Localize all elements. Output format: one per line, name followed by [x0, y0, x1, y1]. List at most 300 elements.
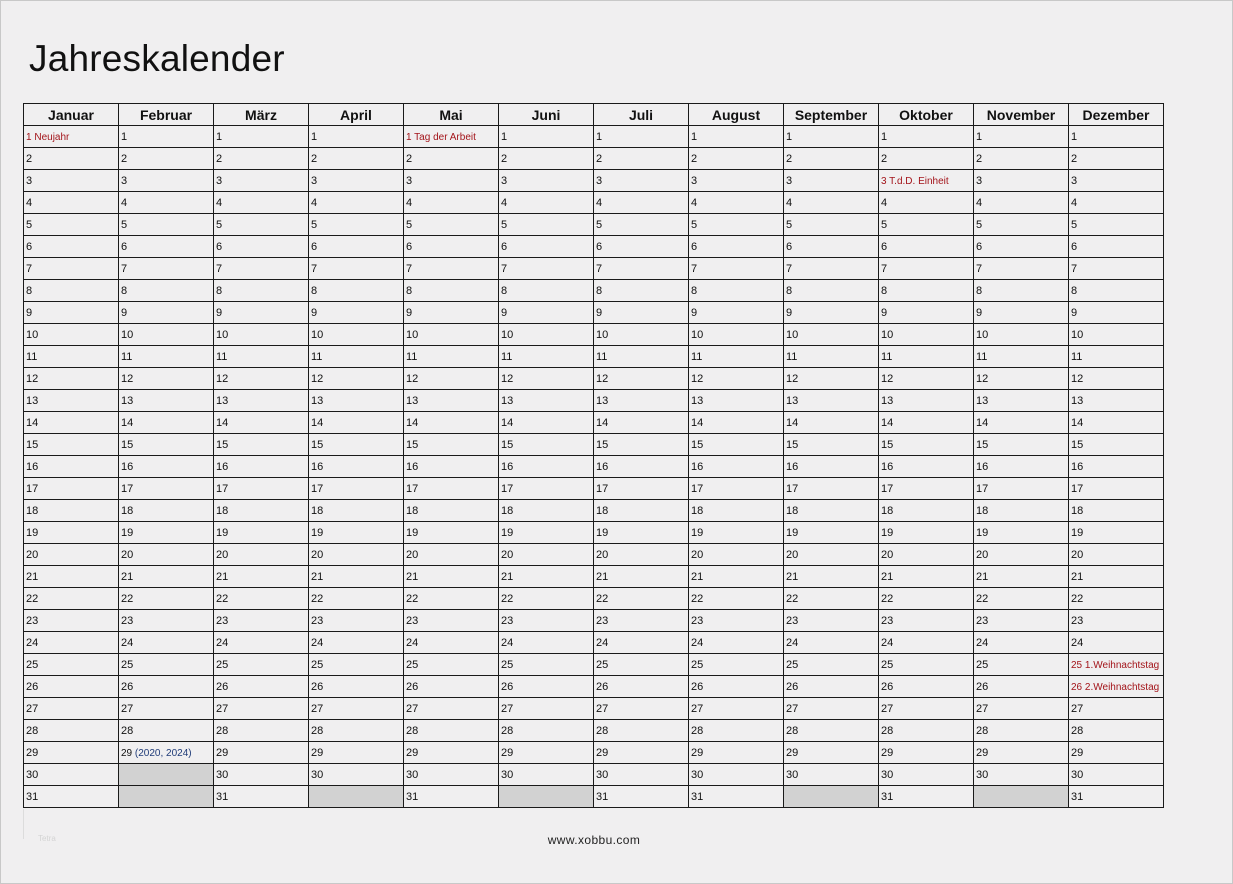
- day-cell[interactable]: [404, 324, 499, 346]
- day-cell[interactable]: [214, 764, 309, 786]
- day-cell[interactable]: [119, 544, 214, 566]
- day-cell[interactable]: [974, 742, 1069, 764]
- day-cell[interactable]: [689, 478, 784, 500]
- day-cell[interactable]: [594, 764, 689, 786]
- day-cell[interactable]: [784, 280, 879, 302]
- day-cell[interactable]: [119, 632, 214, 654]
- day-cell[interactable]: [404, 786, 499, 808]
- day-cell[interactable]: [1069, 588, 1164, 610]
- day-cell[interactable]: [784, 126, 879, 148]
- day-cell[interactable]: [784, 654, 879, 676]
- day-cell[interactable]: [879, 258, 974, 280]
- day-cell[interactable]: [689, 346, 784, 368]
- day-cell[interactable]: [1069, 478, 1164, 500]
- day-cell[interactable]: [594, 170, 689, 192]
- day-cell[interactable]: [1069, 676, 1164, 698]
- day-cell[interactable]: [689, 522, 784, 544]
- day-cell[interactable]: [499, 522, 594, 544]
- day-cell[interactable]: [1069, 544, 1164, 566]
- day-cell[interactable]: [879, 148, 974, 170]
- day-cell[interactable]: [214, 698, 309, 720]
- day-cell[interactable]: [689, 324, 784, 346]
- day-cell[interactable]: [594, 588, 689, 610]
- day-cell[interactable]: [119, 302, 214, 324]
- day-cell[interactable]: [499, 324, 594, 346]
- day-cell[interactable]: [404, 632, 499, 654]
- day-cell[interactable]: [1069, 214, 1164, 236]
- day-cell[interactable]: [689, 368, 784, 390]
- day-cell[interactable]: [1069, 632, 1164, 654]
- day-cell[interactable]: [594, 456, 689, 478]
- day-cell[interactable]: [24, 522, 119, 544]
- day-cell[interactable]: [1069, 434, 1164, 456]
- day-cell[interactable]: [974, 434, 1069, 456]
- day-cell[interactable]: [309, 764, 404, 786]
- day-cell[interactable]: [119, 236, 214, 258]
- day-cell[interactable]: [214, 148, 309, 170]
- day-cell[interactable]: [404, 434, 499, 456]
- day-cell[interactable]: [974, 368, 1069, 390]
- day-cell[interactable]: [309, 302, 404, 324]
- day-cell[interactable]: [214, 302, 309, 324]
- day-cell[interactable]: [119, 478, 214, 500]
- day-cell[interactable]: [404, 368, 499, 390]
- day-cell[interactable]: [784, 720, 879, 742]
- day-cell[interactable]: [784, 236, 879, 258]
- day-cell[interactable]: [1069, 522, 1164, 544]
- day-cell[interactable]: [404, 588, 499, 610]
- day-cell[interactable]: [689, 214, 784, 236]
- day-cell[interactable]: [784, 192, 879, 214]
- day-cell[interactable]: [404, 676, 499, 698]
- day-cell[interactable]: [119, 126, 214, 148]
- day-cell[interactable]: [119, 170, 214, 192]
- day-cell[interactable]: [119, 434, 214, 456]
- day-cell[interactable]: [499, 742, 594, 764]
- day-cell[interactable]: [119, 654, 214, 676]
- day-cell[interactable]: [24, 698, 119, 720]
- day-cell[interactable]: [879, 434, 974, 456]
- day-cell[interactable]: [594, 192, 689, 214]
- day-cell[interactable]: [24, 566, 119, 588]
- day-cell[interactable]: [499, 764, 594, 786]
- day-cell[interactable]: [974, 588, 1069, 610]
- day-cell[interactable]: [689, 676, 784, 698]
- day-cell[interactable]: [119, 258, 214, 280]
- day-cell[interactable]: [689, 720, 784, 742]
- day-cell[interactable]: [309, 654, 404, 676]
- day-cell[interactable]: [784, 324, 879, 346]
- day-cell[interactable]: [404, 390, 499, 412]
- day-cell[interactable]: [879, 368, 974, 390]
- day-cell[interactable]: [404, 456, 499, 478]
- day-cell[interactable]: [404, 522, 499, 544]
- day-cell[interactable]: [404, 302, 499, 324]
- day-cell[interactable]: [214, 588, 309, 610]
- day-cell[interactable]: [1069, 456, 1164, 478]
- day-cell[interactable]: [404, 720, 499, 742]
- day-cell[interactable]: [309, 500, 404, 522]
- day-cell[interactable]: [499, 236, 594, 258]
- day-cell[interactable]: [1069, 500, 1164, 522]
- day-cell[interactable]: [1069, 390, 1164, 412]
- day-cell[interactable]: [784, 698, 879, 720]
- day-cell[interactable]: [309, 698, 404, 720]
- day-cell[interactable]: [784, 500, 879, 522]
- day-cell[interactable]: [119, 456, 214, 478]
- day-cell[interactable]: [119, 742, 214, 764]
- day-cell[interactable]: [974, 544, 1069, 566]
- day-cell[interactable]: [689, 544, 784, 566]
- day-cell[interactable]: [689, 126, 784, 148]
- day-cell[interactable]: [24, 236, 119, 258]
- day-cell[interactable]: [214, 742, 309, 764]
- day-cell[interactable]: [784, 148, 879, 170]
- day-cell[interactable]: [594, 610, 689, 632]
- day-cell[interactable]: [594, 434, 689, 456]
- day-cell[interactable]: [499, 412, 594, 434]
- day-cell[interactable]: [24, 742, 119, 764]
- day-cell[interactable]: [499, 478, 594, 500]
- day-cell[interactable]: [879, 786, 974, 808]
- day-cell[interactable]: [879, 522, 974, 544]
- day-cell[interactable]: [879, 478, 974, 500]
- day-cell[interactable]: [974, 566, 1069, 588]
- day-cell[interactable]: [879, 390, 974, 412]
- day-cell[interactable]: [689, 632, 784, 654]
- day-cell[interactable]: [784, 478, 879, 500]
- day-cell[interactable]: [879, 412, 974, 434]
- day-cell[interactable]: [689, 148, 784, 170]
- day-cell[interactable]: [974, 478, 1069, 500]
- day-cell[interactable]: [879, 588, 974, 610]
- day-cell[interactable]: [404, 610, 499, 632]
- day-cell[interactable]: [24, 412, 119, 434]
- day-cell[interactable]: [214, 434, 309, 456]
- day-cell[interactable]: [404, 192, 499, 214]
- day-cell[interactable]: [499, 588, 594, 610]
- day-cell[interactable]: [879, 720, 974, 742]
- day-cell[interactable]: [1069, 742, 1164, 764]
- day-cell[interactable]: [974, 346, 1069, 368]
- day-cell[interactable]: [404, 412, 499, 434]
- day-cell[interactable]: [404, 566, 499, 588]
- day-cell[interactable]: [1069, 148, 1164, 170]
- day-cell[interactable]: [784, 368, 879, 390]
- day-cell[interactable]: [309, 522, 404, 544]
- day-cell[interactable]: [309, 368, 404, 390]
- day-cell[interactable]: [24, 786, 119, 808]
- day-cell[interactable]: [1069, 412, 1164, 434]
- day-cell[interactable]: [499, 258, 594, 280]
- day-cell[interactable]: [594, 258, 689, 280]
- day-cell[interactable]: [309, 478, 404, 500]
- day-cell[interactable]: [594, 786, 689, 808]
- day-cell[interactable]: [879, 676, 974, 698]
- day-cell[interactable]: [214, 346, 309, 368]
- day-cell[interactable]: [784, 588, 879, 610]
- day-cell[interactable]: [309, 214, 404, 236]
- day-cell[interactable]: [784, 456, 879, 478]
- day-cell[interactable]: [214, 280, 309, 302]
- day-cell[interactable]: [309, 390, 404, 412]
- day-cell[interactable]: [214, 786, 309, 808]
- day-cell[interactable]: [784, 522, 879, 544]
- day-cell[interactable]: [1069, 192, 1164, 214]
- day-cell[interactable]: [784, 258, 879, 280]
- day-cell[interactable]: [119, 522, 214, 544]
- day-cell[interactable]: [594, 412, 689, 434]
- day-cell[interactable]: [24, 324, 119, 346]
- day-cell[interactable]: [499, 676, 594, 698]
- day-cell[interactable]: [119, 610, 214, 632]
- day-cell[interactable]: [404, 698, 499, 720]
- day-cell[interactable]: [119, 698, 214, 720]
- day-cell[interactable]: [309, 192, 404, 214]
- day-cell[interactable]: [499, 500, 594, 522]
- day-cell[interactable]: [309, 566, 404, 588]
- day-cell[interactable]: [24, 434, 119, 456]
- day-cell[interactable]: [879, 126, 974, 148]
- day-cell[interactable]: [879, 698, 974, 720]
- day-cell[interactable]: [1069, 280, 1164, 302]
- day-cell[interactable]: [1069, 258, 1164, 280]
- day-cell[interactable]: [974, 148, 1069, 170]
- day-cell[interactable]: [974, 500, 1069, 522]
- day-cell[interactable]: [404, 214, 499, 236]
- day-cell[interactable]: [309, 544, 404, 566]
- day-cell[interactable]: [879, 324, 974, 346]
- day-cell[interactable]: [594, 500, 689, 522]
- day-cell[interactable]: [24, 302, 119, 324]
- day-cell[interactable]: [594, 654, 689, 676]
- day-cell[interactable]: [214, 522, 309, 544]
- day-cell[interactable]: [689, 302, 784, 324]
- day-cell[interactable]: [974, 632, 1069, 654]
- day-cell[interactable]: [24, 720, 119, 742]
- day-cell[interactable]: [879, 566, 974, 588]
- day-cell[interactable]: [499, 720, 594, 742]
- day-cell[interactable]: [879, 610, 974, 632]
- day-cell[interactable]: [879, 742, 974, 764]
- day-cell[interactable]: [879, 192, 974, 214]
- day-cell[interactable]: [404, 544, 499, 566]
- day-cell[interactable]: [499, 698, 594, 720]
- day-cell[interactable]: [594, 368, 689, 390]
- day-cell[interactable]: [24, 588, 119, 610]
- day-cell[interactable]: [214, 324, 309, 346]
- day-cell[interactable]: [499, 434, 594, 456]
- day-cell[interactable]: [879, 214, 974, 236]
- day-cell[interactable]: [24, 214, 119, 236]
- day-cell[interactable]: [974, 192, 1069, 214]
- day-cell[interactable]: [309, 742, 404, 764]
- day-cell[interactable]: [974, 698, 1069, 720]
- day-cell[interactable]: [499, 544, 594, 566]
- day-cell[interactable]: [784, 434, 879, 456]
- day-cell[interactable]: [24, 390, 119, 412]
- day-cell[interactable]: [309, 258, 404, 280]
- day-cell[interactable]: [689, 764, 784, 786]
- day-cell[interactable]: [974, 258, 1069, 280]
- day-cell[interactable]: [689, 610, 784, 632]
- day-cell[interactable]: [594, 742, 689, 764]
- day-cell[interactable]: [214, 390, 309, 412]
- day-cell[interactable]: [404, 280, 499, 302]
- day-cell[interactable]: [119, 720, 214, 742]
- day-cell[interactable]: [689, 390, 784, 412]
- day-cell[interactable]: [499, 566, 594, 588]
- day-cell[interactable]: [214, 610, 309, 632]
- day-cell[interactable]: [879, 236, 974, 258]
- day-cell[interactable]: [594, 126, 689, 148]
- day-cell[interactable]: [974, 126, 1069, 148]
- day-cell[interactable]: [689, 456, 784, 478]
- day-cell[interactable]: [214, 170, 309, 192]
- day-cell[interactable]: [879, 346, 974, 368]
- day-cell[interactable]: [594, 676, 689, 698]
- day-cell[interactable]: [1069, 170, 1164, 192]
- day-cell[interactable]: [1069, 698, 1164, 720]
- day-cell[interactable]: [499, 126, 594, 148]
- day-cell[interactable]: [309, 324, 404, 346]
- day-cell[interactable]: [214, 720, 309, 742]
- day-cell[interactable]: [879, 632, 974, 654]
- day-cell[interactable]: [119, 412, 214, 434]
- day-cell[interactable]: [24, 258, 119, 280]
- day-cell[interactable]: [119, 280, 214, 302]
- day-cell[interactable]: [24, 676, 119, 698]
- day-cell[interactable]: [499, 456, 594, 478]
- day-cell[interactable]: [1069, 610, 1164, 632]
- day-cell[interactable]: [974, 654, 1069, 676]
- day-cell[interactable]: [214, 258, 309, 280]
- day-cell[interactable]: [214, 192, 309, 214]
- day-cell[interactable]: [309, 346, 404, 368]
- day-cell[interactable]: [974, 456, 1069, 478]
- day-cell[interactable]: [974, 236, 1069, 258]
- day-cell[interactable]: [1069, 302, 1164, 324]
- day-cell[interactable]: [974, 720, 1069, 742]
- day-cell[interactable]: [879, 456, 974, 478]
- day-cell[interactable]: [974, 522, 1069, 544]
- day-cell[interactable]: [499, 610, 594, 632]
- day-cell[interactable]: [689, 698, 784, 720]
- day-cell[interactable]: [309, 456, 404, 478]
- day-cell[interactable]: [879, 654, 974, 676]
- day-cell[interactable]: [784, 390, 879, 412]
- day-cell[interactable]: [309, 126, 404, 148]
- day-cell[interactable]: [594, 566, 689, 588]
- day-cell[interactable]: [594, 720, 689, 742]
- day-cell[interactable]: [309, 610, 404, 632]
- day-cell[interactable]: [24, 764, 119, 786]
- day-cell[interactable]: [689, 192, 784, 214]
- day-cell[interactable]: [594, 346, 689, 368]
- day-cell[interactable]: [594, 324, 689, 346]
- day-cell[interactable]: [689, 786, 784, 808]
- day-cell[interactable]: [404, 346, 499, 368]
- day-cell[interactable]: [594, 280, 689, 302]
- day-cell[interactable]: [309, 170, 404, 192]
- day-cell[interactable]: [24, 610, 119, 632]
- day-cell[interactable]: [309, 632, 404, 654]
- day-cell[interactable]: [784, 302, 879, 324]
- day-cell[interactable]: [119, 588, 214, 610]
- day-cell[interactable]: [404, 764, 499, 786]
- day-cell[interactable]: [214, 566, 309, 588]
- day-cell[interactable]: [24, 654, 119, 676]
- day-cell[interactable]: [499, 214, 594, 236]
- day-cell[interactable]: [1069, 236, 1164, 258]
- day-cell[interactable]: [214, 676, 309, 698]
- day-cell[interactable]: [689, 280, 784, 302]
- footer-url[interactable]: www.xobbu.com: [547, 833, 641, 847]
- day-cell[interactable]: [594, 236, 689, 258]
- day-cell[interactable]: [689, 500, 784, 522]
- day-cell[interactable]: [784, 610, 879, 632]
- day-cell[interactable]: [404, 478, 499, 500]
- day-cell[interactable]: [689, 170, 784, 192]
- day-cell[interactable]: [594, 544, 689, 566]
- day-cell[interactable]: [214, 412, 309, 434]
- day-cell[interactable]: [214, 368, 309, 390]
- day-cell[interactable]: [309, 720, 404, 742]
- day-cell[interactable]: [214, 478, 309, 500]
- day-cell[interactable]: [499, 654, 594, 676]
- day-cell[interactable]: [404, 126, 499, 148]
- day-cell[interactable]: [24, 170, 119, 192]
- day-cell[interactable]: [974, 170, 1069, 192]
- day-cell[interactable]: [784, 214, 879, 236]
- day-cell[interactable]: [214, 632, 309, 654]
- day-cell[interactable]: [499, 346, 594, 368]
- day-cell[interactable]: [24, 368, 119, 390]
- day-cell[interactable]: [784, 346, 879, 368]
- day-cell[interactable]: [24, 148, 119, 170]
- day-cell[interactable]: [1069, 368, 1164, 390]
- day-cell[interactable]: [214, 126, 309, 148]
- day-cell[interactable]: [24, 126, 119, 148]
- day-cell[interactable]: [1069, 786, 1164, 808]
- day-cell[interactable]: [1069, 324, 1164, 346]
- day-cell[interactable]: [309, 236, 404, 258]
- day-cell[interactable]: [689, 258, 784, 280]
- day-cell[interactable]: [499, 170, 594, 192]
- day-cell[interactable]: [119, 324, 214, 346]
- day-cell[interactable]: [214, 500, 309, 522]
- day-cell[interactable]: [24, 456, 119, 478]
- day-cell[interactable]: [689, 654, 784, 676]
- day-cell[interactable]: [784, 544, 879, 566]
- day-cell[interactable]: [879, 764, 974, 786]
- day-cell[interactable]: [214, 456, 309, 478]
- day-cell[interactable]: [499, 148, 594, 170]
- day-cell[interactable]: [1069, 566, 1164, 588]
- day-cell[interactable]: [214, 654, 309, 676]
- day-cell[interactable]: [214, 236, 309, 258]
- day-cell[interactable]: [689, 236, 784, 258]
- day-cell[interactable]: [879, 302, 974, 324]
- day-cell[interactable]: [594, 522, 689, 544]
- day-cell[interactable]: [974, 764, 1069, 786]
- day-cell[interactable]: [974, 390, 1069, 412]
- day-cell[interactable]: [689, 566, 784, 588]
- day-cell[interactable]: [974, 324, 1069, 346]
- day-cell[interactable]: [784, 170, 879, 192]
- day-cell[interactable]: [879, 170, 974, 192]
- day-cell[interactable]: [309, 676, 404, 698]
